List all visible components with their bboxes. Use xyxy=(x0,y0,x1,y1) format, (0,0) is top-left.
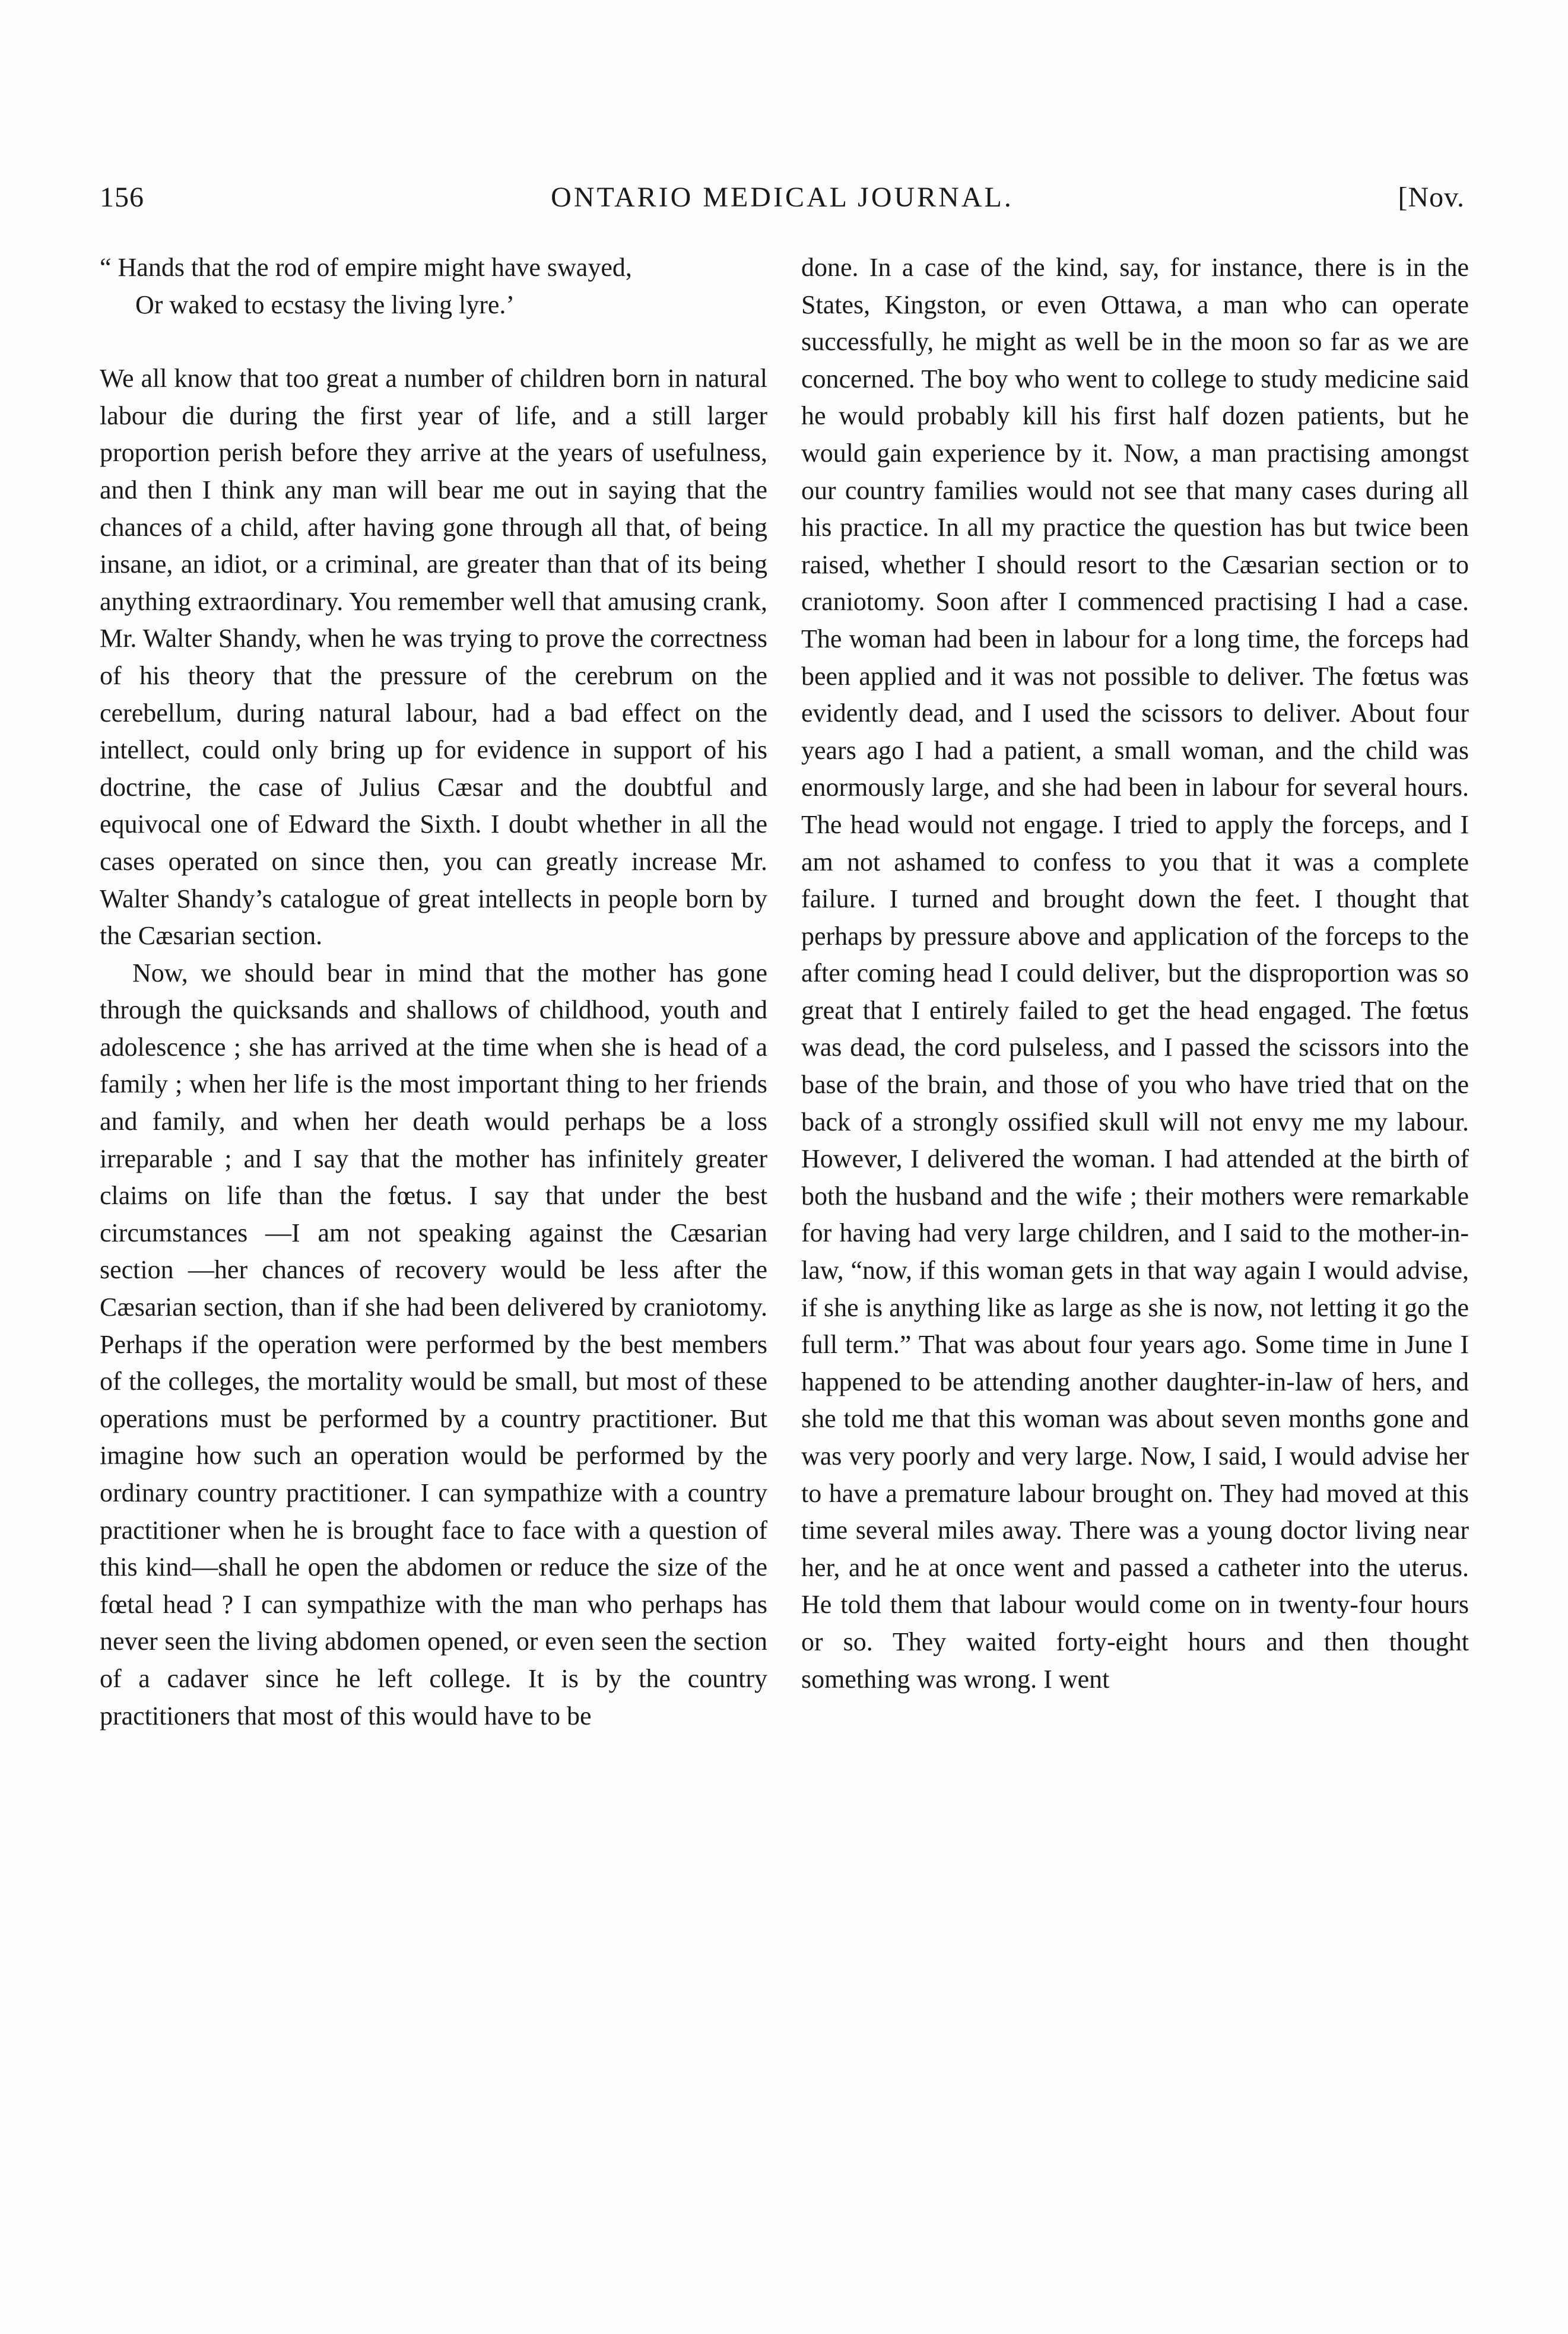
body-paragraph: Now, we should bear in mind that the mother has gone through the quicksands and shallows of childhood, youth and adolescence ; she has arrived at the time when she is head of a family ; when her life is the most important thing to her friends and family, and when her death would perhaps be a loss irreparable ; and I say that the mother has infinitely greater claims on life than the fœtus. I say that under the best circumstances —I am not speaking against the Cæsarian section —her chances of recovery would be less after the Cæsarian section, than if she had been delivered by craniotomy. Perhaps if the operation were performed by the best members of the colleges, the mortality would be small, but most of these operations must be performed by a country practitioner. But imagine how such an operation would be performed by the ordinary country practitioner. I can sympathize with a country practitioner when he is brought face to face with a question of this kind—shall he open the abdomen or reduce the size of the fœtal head ? I can sympathize with the man who perhaps has never seen the living abdomen opened, or even seen the section of a cadaver since he left college. It is by the country practitioners that most of this would have to be xyxy=(100,958,767,1730)
body-paragraph: We all know that too great a number of children born in natural labour die during the first year of life, and a still larger proportion perish before they arrive at the years of usefulness, and then I think any man will bear me out in saying that the chances of a child, after having gone through all that, of being insane, an idiot, or a criminal, are greater than that of its being anything extraordinary. You remember well that amusing crank, Mr. Walter Shandy, when he was trying to prove the correctness of his theory that the pressure of the cerebrum on the cerebellum, during natural labour, had a bad effect on the intellect, could only bring up for evidence in support of his doctrine, the case of Julius Cæsar and the doubtful and equivocal one of Edward the Sixth. I doubt whether in all the cases operated on since then, you can greatly increase Mr. Walter Shandy’s catalogue of great intellects in people born by the Cæsarian section. xyxy=(100,364,767,951)
issue-month: [Nov. xyxy=(1398,182,1465,213)
left-column xyxy=(100,249,767,1735)
body-paragraph: done. In a case of the kind, say, for instance, there is in the States, Kingston, or even Ottawa, a man who can operate successfully, he might as well be in the moon so far as we are concerned. The boy who went to college to study medicine said he would probably kill his first half dozen patients, but he would gain experience by it. Now, a man practising amongst our country families would not see that many cases during all his practice. In all my practice the question has but twice been raised, whether I should resort to the Cæsarian section or to craniotomy. Soon after I commenced practising I had a case. The woman had been in labour for a long time, the forceps had been applied and it was not possible to deliver. The fœtus was evidently dead, and I used the scissors to deliver. About four years ago I had a patient, a small woman, and the child was enormously large, and she had been in labour for several hours. The head would not engage. I tried to apply the forceps, and I am not ashamed to confess to you that it was a complete failure. I turned and brought down the feet. I thought that perhaps by pressure above and application of the forceps to the after coming head I could deliver, but the disproportion was so great that I entirely failed to get the head engaged. The fœtus was dead, the cord pulseless, and I passed the scissors into the base of the brain, and those of you who have tried that on the back of a strongly ossified skull will not envy me my labour. However, I delivered the woman. I had attended at the birth of both the husband and the wife ; their mothers were remarkable for having had very large children, and I said to the mother-in-law, “now, if this woman gets in that way again I would advise, if she is anything like as large as she is now, not letting it go the full term.” That was about four years ago. Some time in June I happened to be attending another daughter-in-law of hers, and she told me that this woman was about seven months gone and was very poorly and very large. Now, I said, I would advise her to have a premature labour brought on. They had moved at this time several miles away. There was a young doctor living near her, and he at once went and passed a catheter into the uterus. He told them that labour would come on in twenty-four hours or so. They waited forty-eight hours and then thought something was wrong. I went xyxy=(801,253,1469,1694)
verse-quotation xyxy=(100,249,767,323)
running-head xyxy=(100,181,1465,228)
right-column xyxy=(801,249,1469,1698)
verse-line: “ Hands that the rod of empire might have swayed, xyxy=(100,253,632,282)
page-number: 156 xyxy=(100,182,144,213)
verse-line: Or waked to ecstasy the living lyre.’ xyxy=(135,290,515,319)
journal-title: ONTARIO MEDICAL JOURNAL. xyxy=(551,182,1014,213)
